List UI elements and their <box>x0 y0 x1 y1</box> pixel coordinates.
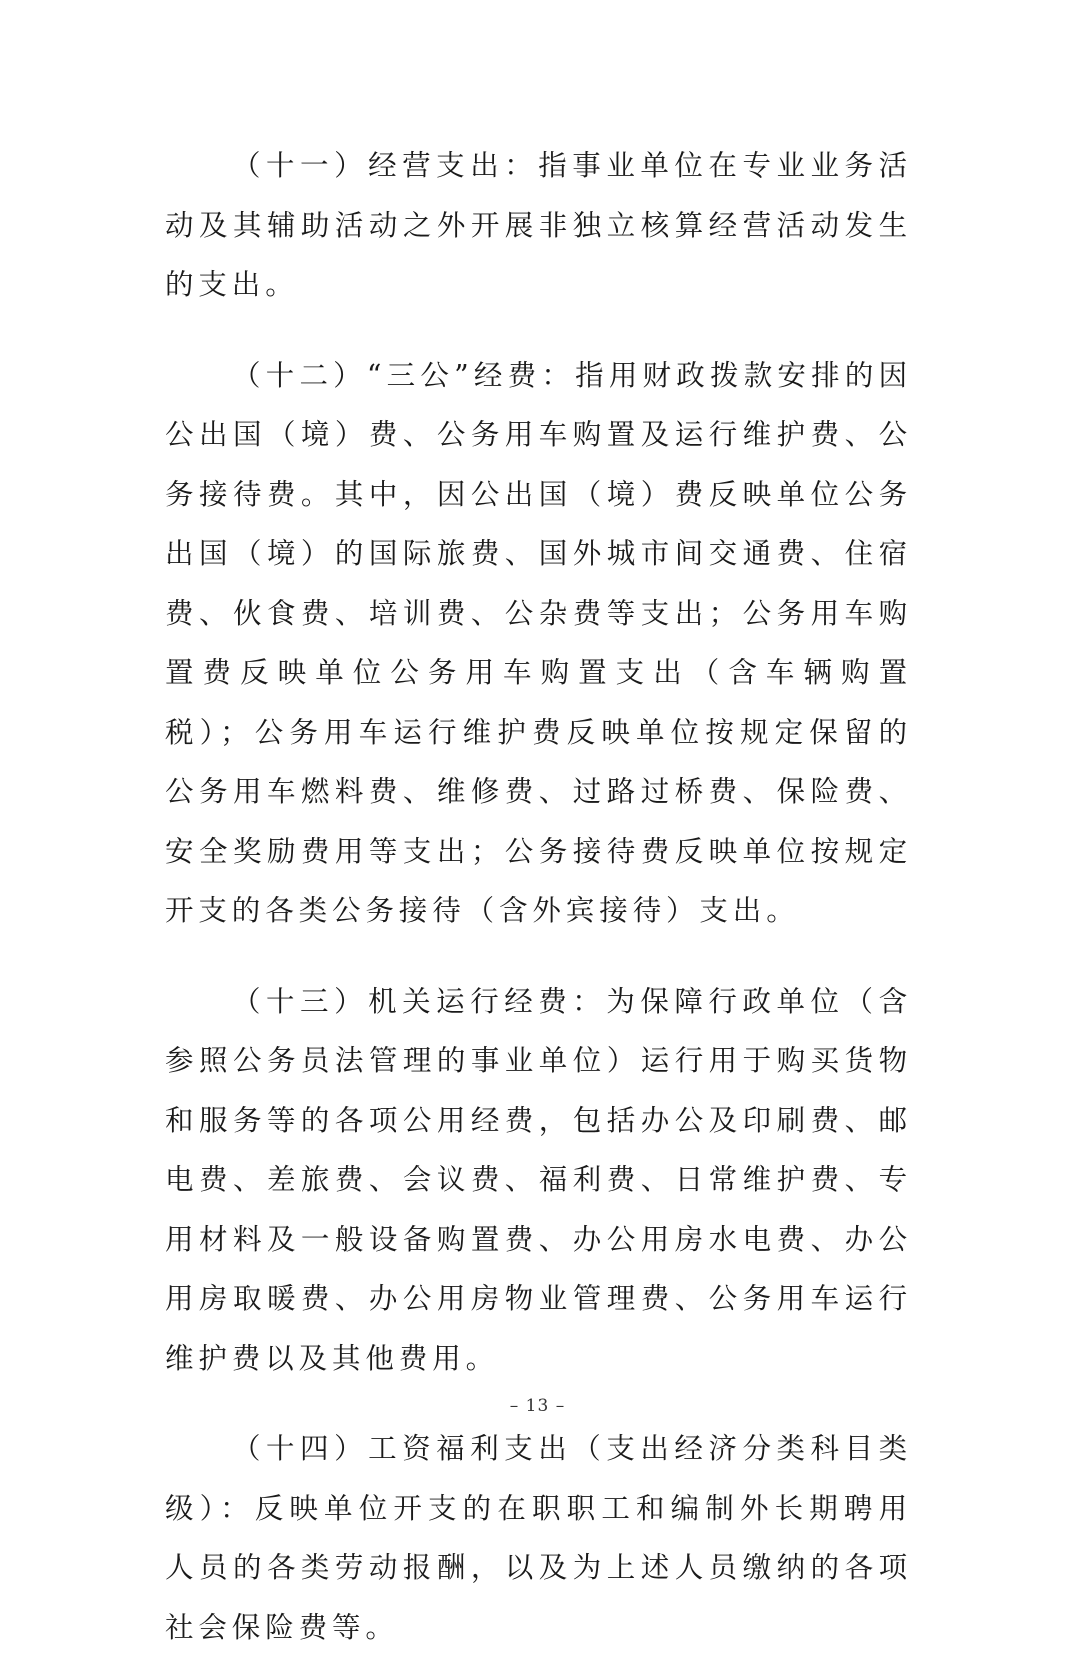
paragraph-agency-operating-funds: （十三）机关运行经费：为保障行政单位（含参照公务员法管理的事业单位）运行用于购买货物和服务等的各项公用经费，包括办公及印刷费、邮电费、差旅费、会议费、福利费、日常维护费、专用材料及一般设备购置费、办公用房水电费、办公用房取暖费、办公用房物业管理费、公务用车运行维护费以及其他费用。 <box>165 984 912 1375</box>
paragraph-three-public-expenses: （十二）“三公”经费：指用财政拨款安排的因公出国（境）费、公务用车购置及运行维护费、公务接待费。其中，因公出国（境）费反映单位公务出国（境）的国际旅费、国外城市间交通费、住宿费、伙食费、培训费、公杂费等支出；公务用车购置费反映单位公务用车购置支出（含车辆购置税）；公务用车运行维护费反映单位按规定保留的公务用车燃料费、维修费、过路过桥费、保险费、安全奖励费用等支出；公务接待费反映单位按规定开支的各类公务接待（含外宾接待）支出。 <box>165 358 912 927</box>
page-number: – 13 – <box>509 1396 566 1416</box>
document-body <box>165 136 912 1657</box>
paragraph-wage-welfare-expenditure: （十四）工资福利支出（支出经济分类科目类级）：反映单位开支的在职职工和编制外长期聘用人员的各类劳动报酬，以及为上述人员缴纳的各项社会保险费等。 <box>165 1432 912 1644</box>
paragraph-operating-expenditure: （十一）经营支出：指事业单位在专业业务活动及其辅助活动之外开展非独立核算经营活动发生的支出。 <box>165 149 912 301</box>
